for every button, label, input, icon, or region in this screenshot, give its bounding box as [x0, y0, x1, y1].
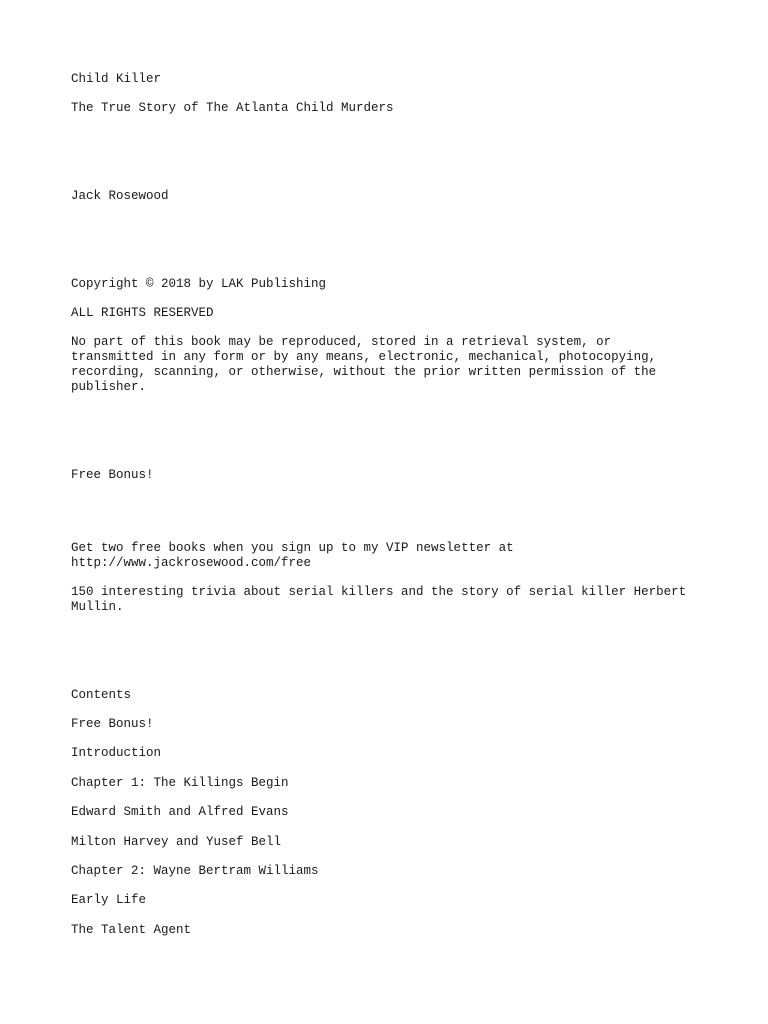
toc-item[interactable]: Chapter 2: Wayne Bertram Williams: [71, 864, 319, 878]
toc-item[interactable]: Milton Harvey and Yusef Bell: [71, 835, 282, 849]
bonus-signup-text: Get two free books when you sign up to my VIP newsletter at: [71, 541, 514, 555]
bonus-signup: [71, 541, 701, 571]
copyright-line: Copyright © 2018 by LAK Publishing: [71, 277, 327, 291]
book-subtitle: The True Story of The Atlanta Child Murders: [71, 101, 394, 115]
legal-notice: No part of this book may be reproduced, stored in a retrieval system, or transmitted in any form or by any means, electronic, mechanical, photocopying, recording, scanning, or otherwise, without the prior written permission of the publisher.: [71, 335, 657, 394]
contents-heading: Contents: [71, 688, 132, 702]
bonus-signup-link[interactable]: http://www.jackrosewood.com/free: [71, 556, 312, 570]
toc-item[interactable]: Chapter 1: The Killings Begin: [71, 776, 289, 790]
author-name: Jack Rosewood: [71, 189, 169, 203]
toc-item[interactable]: Edward Smith and Alfred Evans: [71, 805, 289, 819]
toc-item[interactable]: Introduction: [71, 746, 162, 760]
rights-reserved: ALL RIGHTS RESERVED: [71, 306, 214, 320]
book-title: Child Killer: [71, 72, 162, 86]
toc-item[interactable]: Early Life: [71, 893, 147, 907]
bonus-heading: Free Bonus!: [71, 468, 154, 482]
toc-item[interactable]: The Talent Agent: [71, 923, 192, 937]
toc-item[interactable]: Free Bonus!: [71, 717, 154, 731]
bonus-offer: 150 interesting trivia about serial killers and the story of serial killer Herbert Mullin.: [71, 585, 687, 614]
